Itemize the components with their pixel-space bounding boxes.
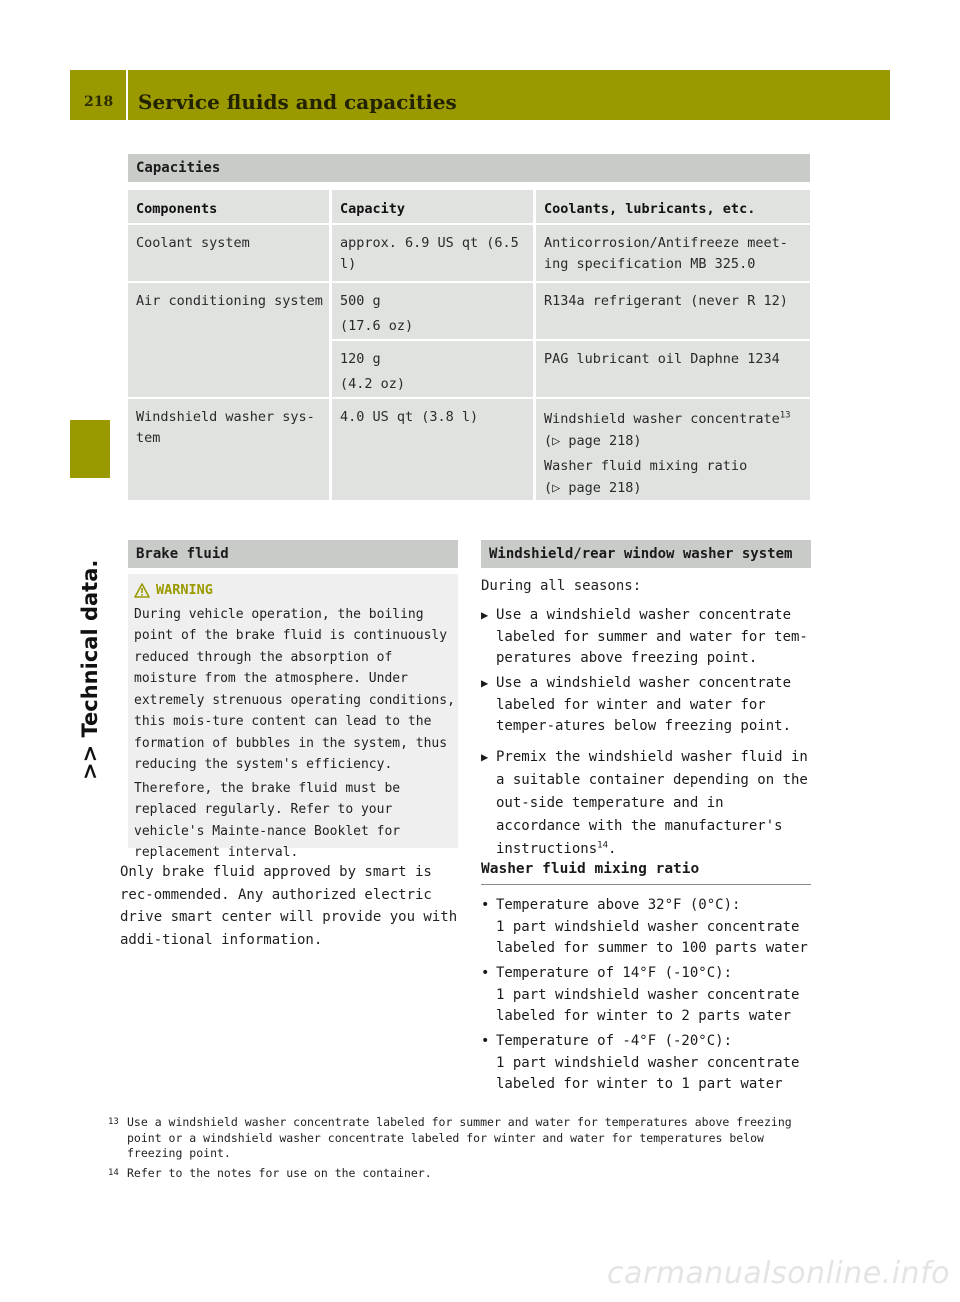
footnote-ref[interactable]: 14 bbox=[597, 840, 608, 851]
warning-title-text: WARNING bbox=[156, 582, 213, 598]
ratio-item bbox=[481, 895, 811, 960]
ratio-temperature: Temperature above 32°F (0°C): bbox=[496, 897, 741, 913]
instruction-step bbox=[481, 746, 811, 861]
warning-title bbox=[134, 580, 458, 602]
footnote-number: 13 bbox=[108, 1117, 119, 1127]
cell-line: (4.2 oz) bbox=[340, 376, 406, 392]
page-number: 218 bbox=[84, 94, 114, 110]
footnote bbox=[108, 1115, 818, 1162]
step-text: Use a windshield washer concentrate labeled for summer and water for tem-peratures above freezing point. bbox=[496, 607, 808, 666]
cell-line: ing specification MB 325.0 bbox=[544, 256, 756, 272]
table-cell: R134a refrigerant (never R 12) bbox=[536, 283, 810, 339]
cell-line: tem bbox=[136, 430, 161, 446]
ratio-description: 1 part windshield washer concentrate labeled for winter to 2 parts water bbox=[496, 986, 800, 1024]
ratio-item bbox=[481, 1031, 811, 1096]
footnote-number: 14 bbox=[108, 1168, 119, 1178]
brake-fluid-note: Only brake fluid approved by smart is rec-ommended. Any authorized electric drive smart center will provide you with addi-tional information. bbox=[120, 864, 458, 948]
column-header-fluids: Coolants, lubricants, etc. bbox=[536, 190, 810, 223]
chapter-tab bbox=[70, 420, 110, 478]
table-cell: Air conditioning system bbox=[128, 283, 329, 397]
step-text-with-footnote bbox=[481, 746, 811, 861]
step-text: Premix the windshield washer fluid in a suitable container depending on the out-side temperature and in accordance with the manufacturer's instructions bbox=[496, 749, 808, 857]
page-reference-link[interactable]: (▷ page 218) bbox=[544, 480, 642, 496]
warning-triangle-icon bbox=[134, 583, 150, 598]
ratio-temperature: Temperature of 14°F (-10°C): bbox=[496, 965, 733, 981]
mixing-ratio-heading: Washer fluid mixing ratio bbox=[481, 861, 811, 885]
capacities-table-title bbox=[128, 154, 810, 182]
warning-paragraph: During vehicle operation, the boiling point of the brake fluid is continuously reduced through the absorption of moisture from the atmosphere. Under extremely strenuous operating conditions, this mois-ture content can lead to the formation of bubbles in the system, thus reducing the system's efficiency. bbox=[134, 606, 455, 772]
table-cell: 4.0 US qt (3.8 l) bbox=[332, 399, 533, 500]
table-cell: Coolant system bbox=[128, 225, 329, 281]
section-title: Service fluids and capacities bbox=[138, 90, 457, 114]
cell-line: Anticorrosion/Antifreeze meet- bbox=[544, 235, 788, 251]
column-header-capacity: Capacity bbox=[332, 190, 533, 223]
ratio-temperature: Temperature of -4°F (-20°C): bbox=[496, 1033, 733, 1049]
arrow-right-icon: ▶ bbox=[481, 608, 489, 622]
concentrate-text: Windshield washer concentrate bbox=[544, 411, 780, 427]
footnote-ref[interactable]: 13 bbox=[779, 410, 791, 421]
instruction-step bbox=[481, 605, 811, 670]
table-cell bbox=[536, 225, 810, 281]
cell-line: Washer fluid mixing ratio bbox=[544, 458, 748, 474]
capacities-title-text: Capacities bbox=[136, 160, 221, 176]
cell-line: 500 g bbox=[340, 293, 381, 309]
page-number-block bbox=[70, 70, 126, 120]
table-cell bbox=[536, 399, 810, 500]
instruction-step bbox=[481, 673, 811, 738]
brake-fluid-heading: Brake fluid bbox=[128, 540, 458, 568]
table-cell: approx. 6.9 US qt (6.5 l) bbox=[332, 225, 533, 281]
bullet-icon: • bbox=[481, 965, 490, 981]
ratio-description: 1 part windshield washer concentrate labeled for winter to 1 part water bbox=[496, 1054, 800, 1092]
cell-line: 120 g bbox=[340, 351, 381, 367]
chapter-label-text: >> Technical data. bbox=[78, 559, 102, 780]
watermark: carmanualsonline.info bbox=[606, 1256, 950, 1291]
bullet-icon: • bbox=[481, 1033, 490, 1049]
chapter-label bbox=[68, 490, 112, 780]
ratio-item bbox=[481, 963, 811, 1028]
bullet-icon: • bbox=[481, 897, 490, 913]
step-end: . bbox=[608, 841, 617, 857]
cell-line: (17.6 oz) bbox=[340, 318, 414, 334]
section-header bbox=[128, 70, 890, 120]
step-text: Use a windshield washer concentrate labeled for winter and water for temper-atures below freezing point. bbox=[496, 675, 792, 734]
ratio-description: 1 part windshield washer concentrate labeled for summer to 100 parts water bbox=[496, 918, 808, 956]
washer-system-heading: Windshield/rear window washer system bbox=[481, 540, 811, 568]
table-cell bbox=[128, 399, 329, 500]
table-cell bbox=[332, 283, 533, 339]
cell-line bbox=[544, 408, 810, 430]
table-cell bbox=[332, 341, 533, 397]
washer-intro: During all seasons: bbox=[481, 578, 642, 594]
footnote bbox=[108, 1166, 818, 1182]
warning-paragraph: Therefore, the brake fluid must be replaced regularly. Refer to your vehicle's Mainte-nance Booklet for replacement interval. bbox=[134, 780, 401, 860]
footnote-text: Refer to the notes for use on the container. bbox=[127, 1166, 432, 1180]
arrow-right-icon: ▶ bbox=[481, 676, 489, 690]
footnote-text: Use a windshield washer concentrate labeled for summer and water for temperatures above freezing point or a windshield washer concentrate labeled for winter and water for temperatures below freezing point. bbox=[127, 1115, 792, 1160]
table-cell: PAG lubricant oil Daphne 1234 bbox=[536, 341, 810, 397]
arrow-right-icon: ▶ bbox=[481, 750, 489, 764]
page-reference-link[interactable]: (▷ page 218) bbox=[544, 433, 642, 449]
column-header-components: Components bbox=[128, 190, 329, 223]
warning-box bbox=[128, 574, 458, 860]
cell-line: Windshield washer sys- bbox=[136, 409, 315, 425]
